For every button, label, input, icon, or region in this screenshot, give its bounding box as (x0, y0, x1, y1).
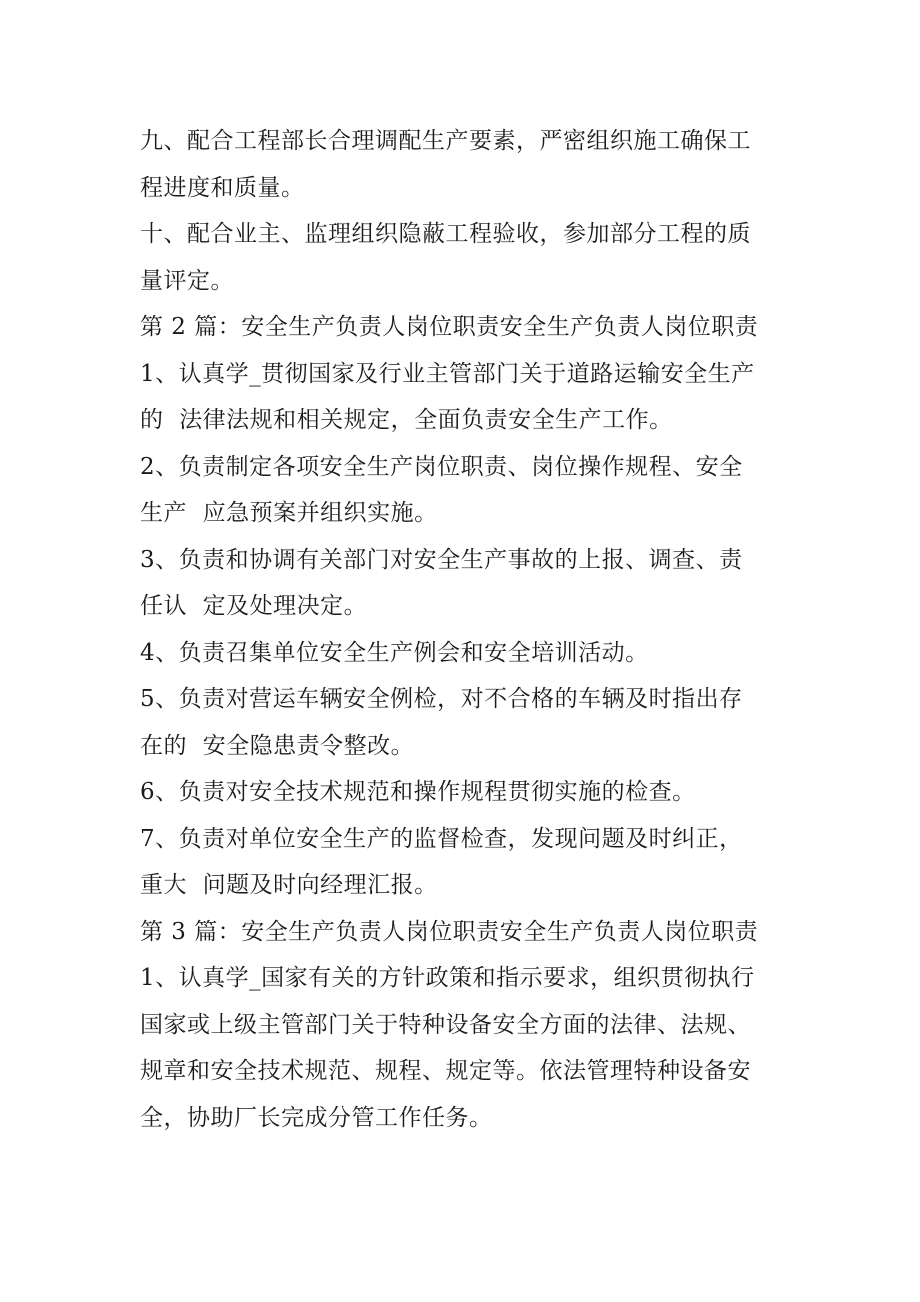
text-line: 1、认真学_贯彻国家及行业主管部门关于道路运输安全生产 (140, 360, 755, 387)
document-body (140, 118, 790, 1141)
text-line: 全，协助厂长完成分管工作任务。 (140, 1104, 493, 1131)
text-line: 在的 安全隐患责令整改。 (140, 732, 415, 759)
text-line: 的 法律法规和相关规定，全面负责安全生产工作。 (140, 407, 673, 433)
text-line: 7、负责对单位安全生产的监督检查，发现问题及时纠正， (140, 825, 743, 852)
text-line: 3、负责和协调有关部门对安全生产事故的上报、调查、责 (140, 546, 743, 573)
text-line: 十、配合业主、监理组织隐蔽工程验收，参加部分工程的质 (140, 221, 751, 247)
text-line: 4、负责召集单位安全生产例会和安全培训活动。 (140, 639, 649, 666)
text-line: 任认 定及处理决定。 (140, 593, 368, 619)
text-line: 程进度和质量。 (140, 174, 305, 201)
text-line: 5、负责对营运车辆安全例检，对不合格的车辆及时指出存 (140, 686, 743, 712)
text-line: 量评定。 (140, 267, 234, 294)
text-line: 2、负责制定各项安全生产岗位职责、岗位操作规程、安全 (140, 453, 743, 480)
text-line: 国家或上级主管部门关于特种设备安全方面的法律、法规、 (140, 1011, 751, 1038)
text-line: 生产 应急预案并组织实施。 (140, 500, 438, 526)
section-heading-2: 第 2 篇：安全生产负责人岗位职责安全生产负责人岗位职责 (140, 314, 759, 340)
text-line: 九、配合工程部长合理调配生产要素，严密组织施工确保工 (140, 128, 751, 154)
text-line: 重大 问题及时向经理汇报。 (140, 872, 438, 898)
section-heading-3: 第 3 篇：安全生产负责人岗位职责安全生产负责人岗位职责 (140, 918, 759, 945)
text-line: 1、认真学_国家有关的方针政策和指示要求，组织贯彻执行 (140, 965, 755, 991)
text-line: 规章和安全技术规范、规程、规定等。依法管理特种设备安 (140, 1058, 751, 1084)
text-line: 6、负责对安全技术规范和操作规程贯彻实施的检查。 (140, 779, 696, 805)
